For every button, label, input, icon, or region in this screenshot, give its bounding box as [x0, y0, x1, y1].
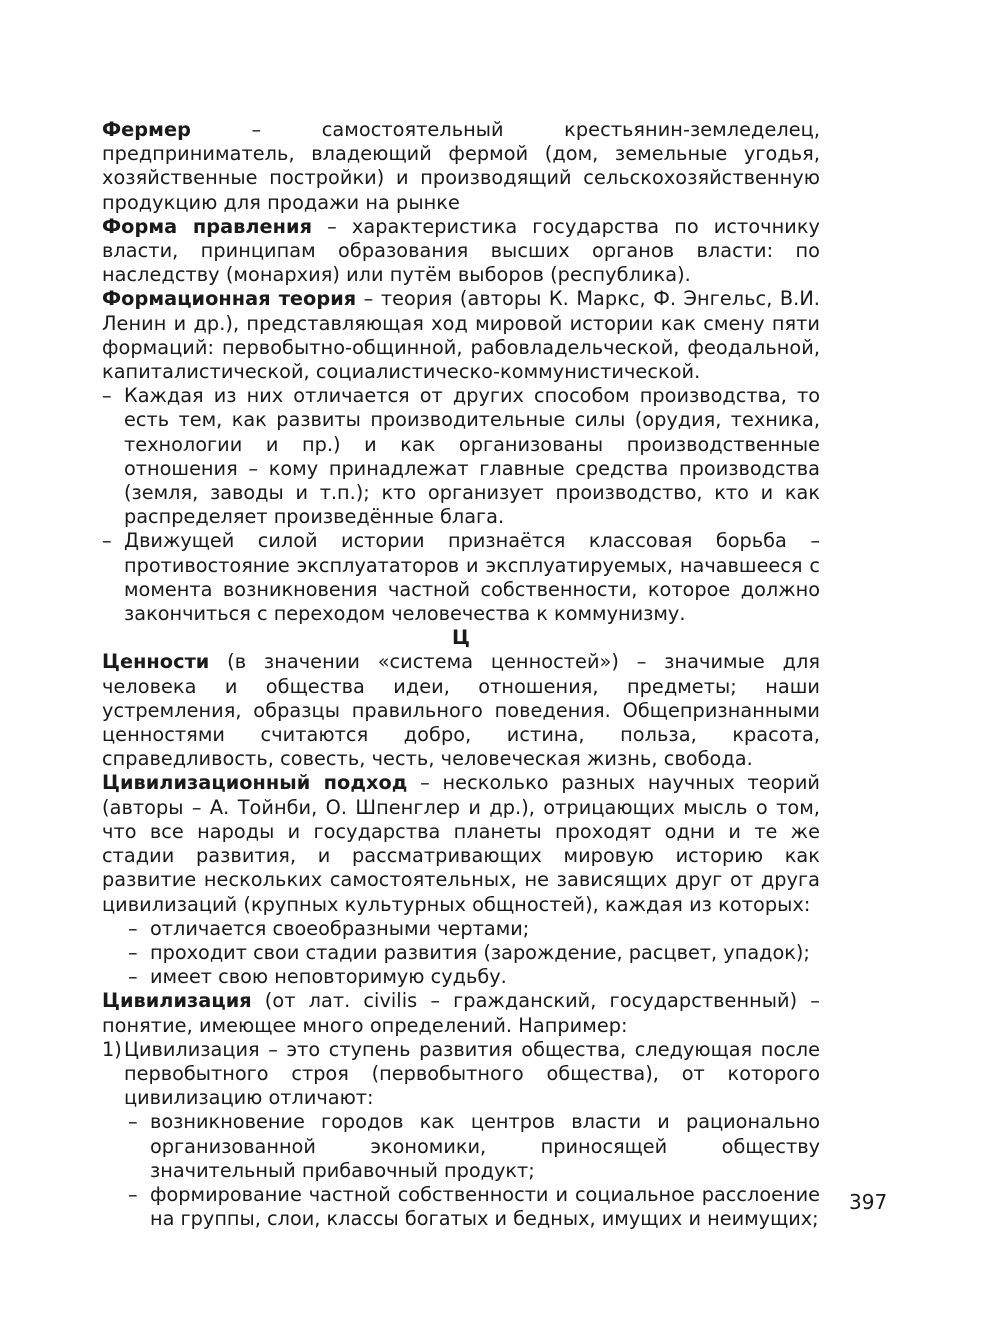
civilization-definitions [102, 1038, 820, 1232]
list-item: – отличается своеобразными чертами; [102, 917, 820, 941]
definition: – несколько разных научных теорий (авторы – А. Тойнби, О. Шпенглер и др.), отрицающих мысль о том, что все народы и государства планеты проходят одни и те же стадии развития, и рассматривающих мировую историю как развитие нескольких самостоятельных, не зависящих друг от друга цивилизаций (крупных культурных общностей), каждая из которых: [102, 771, 820, 916]
definition: – характеристика государства по источнику власти, принципам образования высших органов власти: по наследству (монархия) или путём выборов (республика). [102, 214, 820, 287]
list-item: – возникновение городов как центров власти и рационально организованной экономики, приносящей обществу значительный прибавочный продукт; [102, 1110, 820, 1183]
term: Фермер [102, 118, 191, 141]
entry-tsennosti [102, 650, 820, 771]
civilization-def1-points [102, 1110, 820, 1231]
entry-forma-pravleniya [102, 215, 820, 288]
list-item: – Движущей силой истории признаётся классовая борьба – противостояние эксплуататоров и эксплуатируемых, начавшееся с момента возникновения частной собственности, которое должно закончиться с переходом человечества к коммунизму. [102, 529, 820, 626]
term: Формационная теория [102, 287, 357, 311]
list-item: – проходит свои стадии развития (зарождение, расцвет, упадок); [102, 941, 820, 965]
civ-approach-points [102, 917, 820, 990]
page-number: 397 [849, 1190, 888, 1214]
definition: (в значении «система ценностей») – значимые для человека и общества идеи, отношения, предметы; наши устремления, образцы правильного поведения. Общепризнанными ценностями считаются добро, истина, польза, красота, справедливость, совесть, честь, человеческая жизнь, свобода. [102, 650, 820, 771]
definition: – теория (авторы К. Маркс, Ф. Энгельс, В.И. Ленин и др.), представляющая ход мировой истории как смену пяти формаций: первобытно-общинной, рабовладельческой, феодальной, капиталистической, социалистическо-коммунистической. [102, 287, 820, 384]
definition: (от лат. civilis – гражданский, государственный) – понятие, имеющее много определений. Например: [102, 989, 820, 1037]
formation-points-list [102, 384, 820, 626]
entry-tsivilizatsiya [102, 989, 820, 1037]
entry-tsivilizatsionnyi-podkhod [102, 771, 820, 916]
entry-fermer [102, 118, 820, 215]
numbered-item [102, 1038, 820, 1232]
list-item: – имеет свою неповторимую судьбу. [102, 965, 820, 989]
letter-heading: Ц [452, 626, 470, 650]
item-text: Цивилизация – это ступень развития общества, следующая после первобытного строя (первобытного общества), от которого цивилизацию отличают: [124, 1037, 820, 1110]
term: Цивилизационный подход [102, 771, 408, 795]
definition: – самостоятельный крестьянин-земледелец, предприниматель, владеющий фермой (дом, земельные угодья, хозяйственные постройки) и производящий сельскохозяйственную продукцию для продажи на рынке [102, 118, 820, 214]
list-item: – Каждая из них отличается от других способом производства, то есть тем, как развиты производительные силы (орудия, техника, технологии и пр.) и как организованы производственные отношения – кому принадлежат главные средства производства (земля, заводы и т.п.); кто организует производство, кто и как распределяет произведённые блага. [102, 384, 820, 529]
term: Ценности [102, 650, 210, 674]
term: Форма правления [102, 214, 313, 238]
list-item: – формирование частной собственности и социальное расслоение на группы, слои, классы богатых и бедных, имущих и неимущих; [102, 1183, 820, 1231]
term: Цивилизация [102, 989, 252, 1013]
item-number: 1) [102, 1037, 122, 1061]
dictionary-page [102, 118, 820, 1231]
entry-formatsionnaya-teoriya [102, 287, 820, 384]
